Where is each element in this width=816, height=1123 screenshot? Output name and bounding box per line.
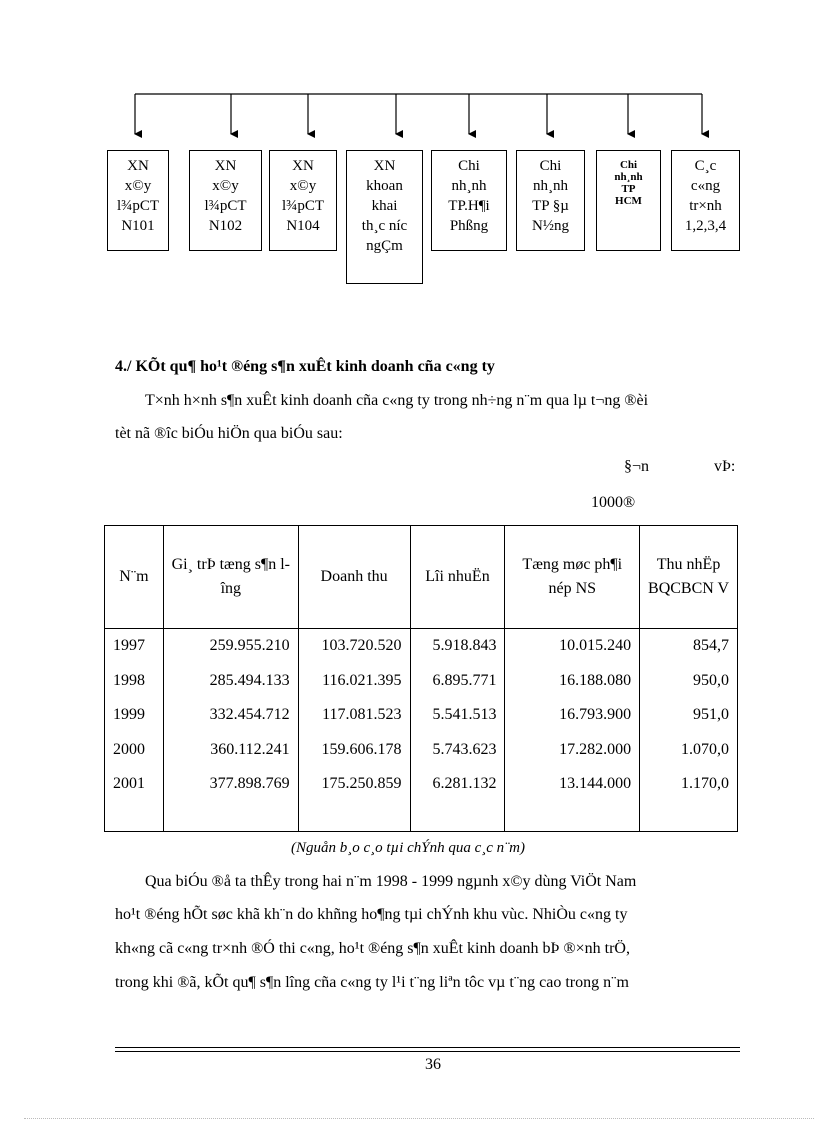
org-box-line: nh¸nh	[614, 171, 643, 183]
org-box-xn-khoan	[346, 150, 423, 284]
cell-profit: 5.743.623	[410, 733, 505, 768]
body-line: trong khi ®ã, kÕt qu¶ s¶n lîng cña c«ng ty l¹i t¨ng liªn tôc vµ t¨ng cao trong n¨m	[115, 974, 629, 991]
cell-year: 2000	[105, 733, 164, 768]
cell-tax: 10.015.240	[505, 629, 640, 664]
footer-rule	[115, 1047, 740, 1048]
cell-avg-income: 1.070,0	[640, 733, 738, 768]
org-box-line: Chi	[619, 159, 638, 171]
cell-year: 2001	[105, 767, 164, 832]
org-box-line: XN	[373, 158, 396, 174]
org-box-line: tr×nh	[689, 198, 722, 214]
org-box-line: XN	[214, 158, 237, 174]
cell-tax: 17.282.000	[505, 733, 640, 768]
org-box-line: XN	[127, 158, 149, 174]
cell-profit: 6.895.771	[410, 664, 505, 699]
org-box-line: th¸c níc	[361, 218, 408, 234]
org-box-line: khai	[371, 198, 398, 214]
org-box-line: x©y	[124, 178, 152, 194]
org-box-da-nang	[516, 150, 585, 251]
cell-profit: 5.541.513	[410, 698, 505, 733]
cell-avg-income: 950,0	[640, 664, 738, 699]
org-box-hai-phong	[431, 150, 507, 251]
footer-rule	[115, 1051, 740, 1052]
cell-profit: 5.918.843	[410, 629, 505, 664]
cell-avg-income: 951,0	[640, 698, 738, 733]
header-avg-income: Thu nhËp BQCBCN V	[640, 526, 738, 629]
org-box-line: l¾pCT	[281, 198, 325, 214]
unit-value: 1000®	[591, 494, 636, 511]
cell-total-output: 285.494.133	[163, 664, 298, 699]
cell-revenue: 103.720.520	[298, 629, 410, 664]
table-row	[105, 733, 738, 768]
cell-year: 1997	[105, 629, 164, 664]
section-heading: 4./ KÕt qu¶ ho¹t ®éng s¶n xuÊt kinh doanh cña c«ng ty	[115, 358, 495, 375]
org-box-hcm	[596, 150, 661, 251]
org-box-line: x©y	[212, 178, 239, 194]
header-tax: Tæng møc ph¶i nép NS	[505, 526, 640, 629]
unit-suffix: vÞ:	[714, 458, 736, 475]
cell-total-output: 332.454.712	[163, 698, 298, 733]
cell-tax: 13.144.000	[505, 767, 640, 832]
intro-line: T×nh h×nh s¶n xuÊt kinh doanh cña c«ng ty trong nh÷ng n¨m qua lµ t¬ng ®èi	[145, 392, 649, 409]
org-box-xn-n101	[107, 150, 169, 251]
org-box-line: khoan	[366, 178, 403, 194]
body-line: kh«ng cã c«ng tr×nh ®Ó thi c«ng, ho¹t ®éng s¶n xuÊt kinh doanh bÞ ®×nh trÖ,	[115, 940, 630, 957]
header-revenue: Doanh thu	[298, 526, 410, 629]
cell-year: 1998	[105, 664, 164, 699]
cell-avg-income: 854,7	[640, 629, 738, 664]
org-box-line: l¾pCT	[116, 198, 160, 214]
org-box-line: Chi	[458, 158, 480, 174]
cell-total-output: 377.898.769	[163, 767, 298, 832]
org-box-line: C¸c	[694, 158, 717, 174]
org-box-line: nh¸nh	[451, 178, 487, 194]
org-box-line: N101	[121, 218, 155, 234]
org-box-line: TP.H¶i	[448, 198, 490, 214]
org-box-line: TP §µ	[532, 198, 569, 214]
org-box-line: Phßng	[449, 218, 489, 234]
org-box-cong-trinh	[671, 150, 740, 251]
body-line: ho¹t ®éng hÕt søc khã kh¨n do khñng ho¶ng tµi chÝnh khu vùc. NhiÒu c«ng ty	[115, 906, 628, 923]
cell-revenue: 117.081.523	[298, 698, 410, 733]
org-box-line: N½ng	[531, 218, 570, 234]
page-number: 36	[425, 1056, 441, 1073]
org-box-line: x©y	[289, 178, 317, 194]
cell-total-output: 360.112.241	[163, 733, 298, 768]
org-box-line: TP	[621, 183, 636, 195]
table-row	[105, 698, 738, 733]
intro-line: tèt nã ®îc biÓu hiÖn qua biÓu sau:	[115, 425, 343, 442]
header-year: N¨m	[105, 526, 164, 629]
header-profit: Lîi nhuËn	[410, 526, 505, 629]
cell-revenue: 159.606.178	[298, 733, 410, 768]
org-box-line: HCM	[615, 195, 642, 207]
table-header-row	[105, 526, 738, 629]
cell-tax: 16.188.080	[505, 664, 640, 699]
org-box-line: N104	[286, 218, 320, 234]
org-box-line: Chi	[539, 158, 562, 174]
cell-year: 1999	[105, 698, 164, 733]
cell-total-output: 259.955.210	[163, 629, 298, 664]
cell-tax: 16.793.900	[505, 698, 640, 733]
body-line: Qua biÓu ®å ta thÊy trong hai n¨m 1998 - 1999 ngµnh x©y dùng ViÖt Nam	[145, 873, 637, 890]
org-box-line: l¾pCT	[204, 198, 247, 214]
unit-label: §¬n	[624, 458, 650, 475]
cell-revenue: 175.250.859	[298, 767, 410, 832]
cell-profit: 6.281.132	[410, 767, 505, 832]
org-box-xn-n104	[269, 150, 337, 251]
org-box-xn-n102	[189, 150, 262, 251]
org-box-line: ngÇm	[366, 238, 403, 254]
table-row	[105, 767, 738, 832]
org-box-line: c«ng	[690, 178, 721, 194]
header-total-output: Gi¸ trÞ tæng s¶n lîng	[163, 526, 298, 629]
cell-revenue: 116.021.395	[298, 664, 410, 699]
table-row	[105, 629, 738, 664]
org-box-line: 1,2,3,4	[684, 218, 727, 234]
table-source-note: (Nguån b¸o c¸o tµi chÝnh qua c¸c n¨m)	[290, 840, 525, 856]
cell-avg-income: 1.170,0	[640, 767, 738, 832]
org-box-line: XN	[292, 158, 314, 174]
page-edge-dotted-line	[24, 1118, 814, 1119]
results-table	[104, 525, 738, 832]
org-box-line: nh¸nh	[533, 178, 568, 194]
table-row	[105, 664, 738, 699]
org-box-line: N102	[208, 218, 243, 234]
